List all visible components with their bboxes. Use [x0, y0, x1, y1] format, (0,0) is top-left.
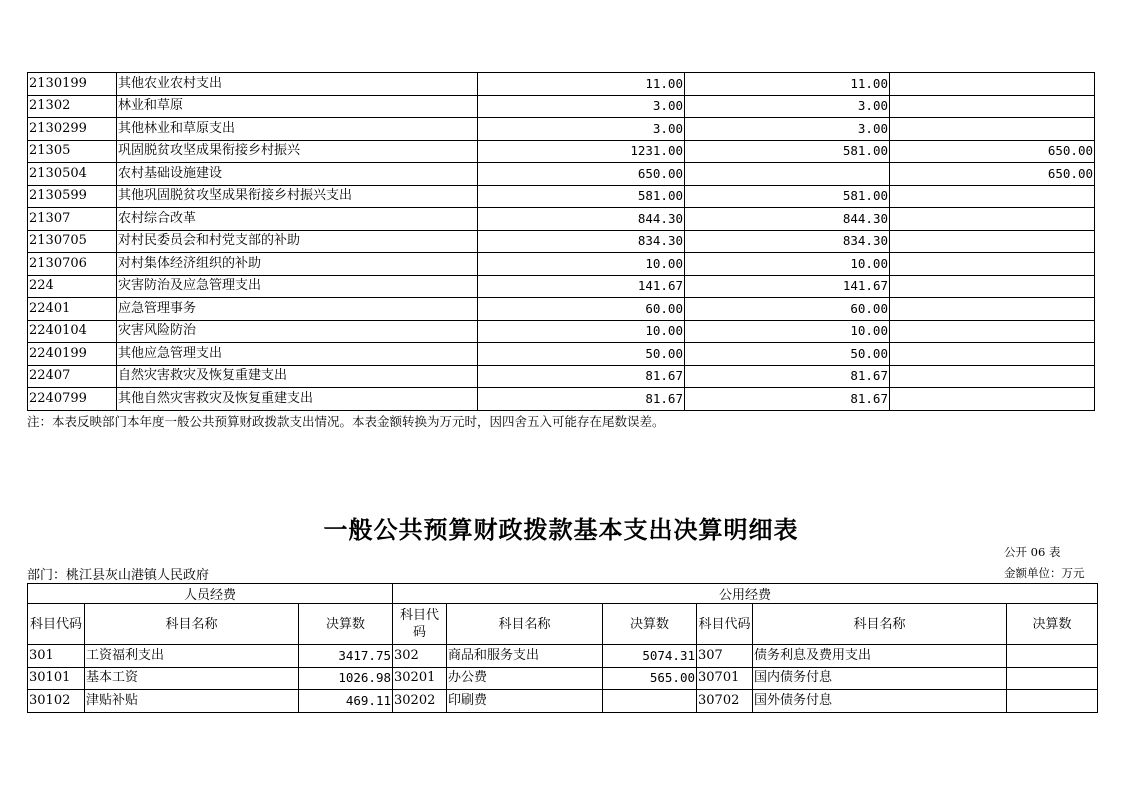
cell-name: 对村集体经济组织的补助 [117, 253, 478, 276]
cell-project [890, 320, 1095, 343]
table-row [28, 690, 1098, 713]
cell-n3: 债务利息及费用支出 [753, 645, 1007, 668]
table-note: 注：本表反映部门本年度一般公共预算财政拨款支出情况。本表金额转换为万元时，因四舍五入可能存在尾数误差。 [27, 414, 665, 429]
cell-project [890, 388, 1095, 411]
cell-project [890, 118, 1095, 141]
cell-code: 224 [28, 275, 117, 298]
cell-code: 21302 [28, 95, 117, 118]
table-row [28, 388, 1095, 411]
cell-n1: 工资福利支出 [85, 645, 299, 668]
cell-total: 3.00 [478, 95, 685, 118]
cell-name: 农村基础设施建设 [117, 163, 478, 186]
cell-basic: 581.00 [685, 140, 890, 163]
cell-code: 2130299 [28, 118, 117, 141]
cell-code: 21307 [28, 208, 117, 231]
cell-n2: 办公费 [447, 667, 603, 690]
cell-a2: 565.00 [603, 667, 697, 690]
cell-a1: 3417.75 [299, 645, 393, 668]
cell-code: 2130706 [28, 253, 117, 276]
col-amount-header: 决算数 [603, 604, 697, 645]
col-code-header: 科目代码 [393, 604, 447, 645]
cell-total: 834.30 [478, 230, 685, 253]
cell-basic: 10.00 [685, 253, 890, 276]
table-row [28, 140, 1095, 163]
cell-basic: 581.00 [685, 185, 890, 208]
cell-project: 650.00 [890, 163, 1095, 186]
cell-name: 其他巩固脱贫攻坚成果衔接乡村振兴支出 [117, 185, 478, 208]
cell-code: 22407 [28, 365, 117, 388]
cell-basic: 81.67 [685, 388, 890, 411]
group-header-row [28, 584, 1098, 604]
cell-project [890, 185, 1095, 208]
table-row [28, 208, 1095, 231]
cell-project [890, 275, 1095, 298]
cell-c2: 30201 [393, 667, 447, 690]
cell-basic: 50.00 [685, 343, 890, 366]
cell-a1: 1026.98 [299, 667, 393, 690]
cell-basic: 3.00 [685, 95, 890, 118]
cell-a2 [603, 690, 697, 713]
cell-name: 巩固脱贫攻坚成果衔接乡村振兴 [117, 140, 478, 163]
cell-name: 灾害防治及应急管理支出 [117, 275, 478, 298]
cell-total: 60.00 [478, 298, 685, 321]
cell-name: 其他自然灾害救灾及恢复重建支出 [117, 388, 478, 411]
cell-c1: 301 [28, 645, 85, 668]
table-number: 公开 06 表 [1004, 545, 1061, 559]
cell-name: 灾害风险防治 [117, 320, 478, 343]
table-row [28, 645, 1098, 668]
cell-total: 10.00 [478, 320, 685, 343]
cell-basic: 11.00 [685, 73, 890, 96]
cell-n1: 津贴补贴 [85, 690, 299, 713]
cell-a1: 469.11 [299, 690, 393, 713]
cell-code: 2240199 [28, 343, 117, 366]
table-row [28, 230, 1095, 253]
table-row [28, 185, 1095, 208]
cell-name: 其他农业农村支出 [117, 73, 478, 96]
group-personnel-header: 人员经费 [28, 584, 393, 604]
cell-total: 650.00 [478, 163, 685, 186]
cell-a2: 5074.31 [603, 645, 697, 668]
cell-code: 2130599 [28, 185, 117, 208]
lower-table-body [28, 584, 1098, 713]
cell-c1: 30101 [28, 667, 85, 690]
cell-basic [685, 163, 890, 186]
cell-total: 11.00 [478, 73, 685, 96]
cell-code: 2240799 [28, 388, 117, 411]
cell-project: 650.00 [890, 140, 1095, 163]
table-row [28, 73, 1095, 96]
cell-name: 应急管理事务 [117, 298, 478, 321]
col-name-header: 科目名称 [753, 604, 1007, 645]
table-row [28, 667, 1098, 690]
cell-c2: 30202 [393, 690, 447, 713]
cell-project [890, 365, 1095, 388]
table-row [28, 298, 1095, 321]
cell-name: 林业和草原 [117, 95, 478, 118]
basic-expenditure-table [27, 583, 1098, 713]
table-row [28, 275, 1095, 298]
cell-n2: 商品和服务支出 [447, 645, 603, 668]
cell-code: 2130199 [28, 73, 117, 96]
department-label: 部门：桃江县灰山港镇人民政府 [27, 568, 210, 583]
cell-project [890, 95, 1095, 118]
cell-c1: 30102 [28, 690, 85, 713]
col-amount-header: 决算数 [299, 604, 393, 645]
cell-n3: 国外债务付息 [753, 690, 1007, 713]
table-row [28, 365, 1095, 388]
cell-name: 农村综合改革 [117, 208, 478, 231]
col-code-header: 科目代码 [697, 604, 753, 645]
table-row [28, 95, 1095, 118]
cell-basic: 10.00 [685, 320, 890, 343]
group-public-header: 公用经费 [393, 584, 1098, 604]
table-row [28, 320, 1095, 343]
cell-project [890, 230, 1095, 253]
cell-basic: 834.30 [685, 230, 890, 253]
table-row [28, 118, 1095, 141]
col-name-header: 科目名称 [85, 604, 299, 645]
cell-n2: 印刷费 [447, 690, 603, 713]
column-header-row [28, 604, 1098, 645]
amount-unit-label: 金额单位：万元 [1004, 566, 1085, 580]
cell-n3: 国内债务付息 [753, 667, 1007, 690]
cell-code: 2130705 [28, 230, 117, 253]
cell-name: 自然灾害救灾及恢复重建支出 [117, 365, 478, 388]
cell-basic: 844.30 [685, 208, 890, 231]
cell-a3 [1007, 645, 1098, 668]
cell-total: 81.67 [478, 365, 685, 388]
cell-a3 [1007, 690, 1098, 713]
cell-code: 2240104 [28, 320, 117, 343]
cell-c3: 30702 [697, 690, 753, 713]
cell-total: 141.67 [478, 275, 685, 298]
cell-c3: 30701 [697, 667, 753, 690]
cell-project [890, 208, 1095, 231]
cell-total: 81.67 [478, 388, 685, 411]
cell-project [890, 343, 1095, 366]
cell-c2: 302 [393, 645, 447, 668]
cell-code: 2130504 [28, 163, 117, 186]
cell-name: 对村民委员会和村党支部的补助 [117, 230, 478, 253]
col-amount-header: 决算数 [1007, 604, 1098, 645]
cell-basic: 3.00 [685, 118, 890, 141]
table-row [28, 343, 1095, 366]
cell-basic: 60.00 [685, 298, 890, 321]
cell-a3 [1007, 667, 1098, 690]
table-row [28, 253, 1095, 276]
table-row [28, 163, 1095, 186]
cell-name: 其他应急管理支出 [117, 343, 478, 366]
col-code-header: 科目代码 [28, 604, 85, 645]
cell-total: 844.30 [478, 208, 685, 231]
col-name-header: 科目名称 [447, 604, 603, 645]
cell-basic: 81.67 [685, 365, 890, 388]
cell-project [890, 298, 1095, 321]
cell-code: 21305 [28, 140, 117, 163]
cell-total: 10.00 [478, 253, 685, 276]
cell-n1: 基本工资 [85, 667, 299, 690]
cell-total: 1231.00 [478, 140, 685, 163]
cell-project [890, 253, 1095, 276]
cell-name: 其他林业和草原支出 [117, 118, 478, 141]
cell-total: 50.00 [478, 343, 685, 366]
upper-table-body [28, 73, 1095, 411]
cell-project [890, 73, 1095, 96]
cell-total: 3.00 [478, 118, 685, 141]
cell-c3: 307 [697, 645, 753, 668]
expenditure-table-upper [27, 72, 1095, 411]
cell-total: 581.00 [478, 185, 685, 208]
cell-code: 22401 [28, 298, 117, 321]
cell-basic: 141.67 [685, 275, 890, 298]
page-title: 一般公共预算财政拨款基本支出决算明细表 [323, 516, 799, 544]
